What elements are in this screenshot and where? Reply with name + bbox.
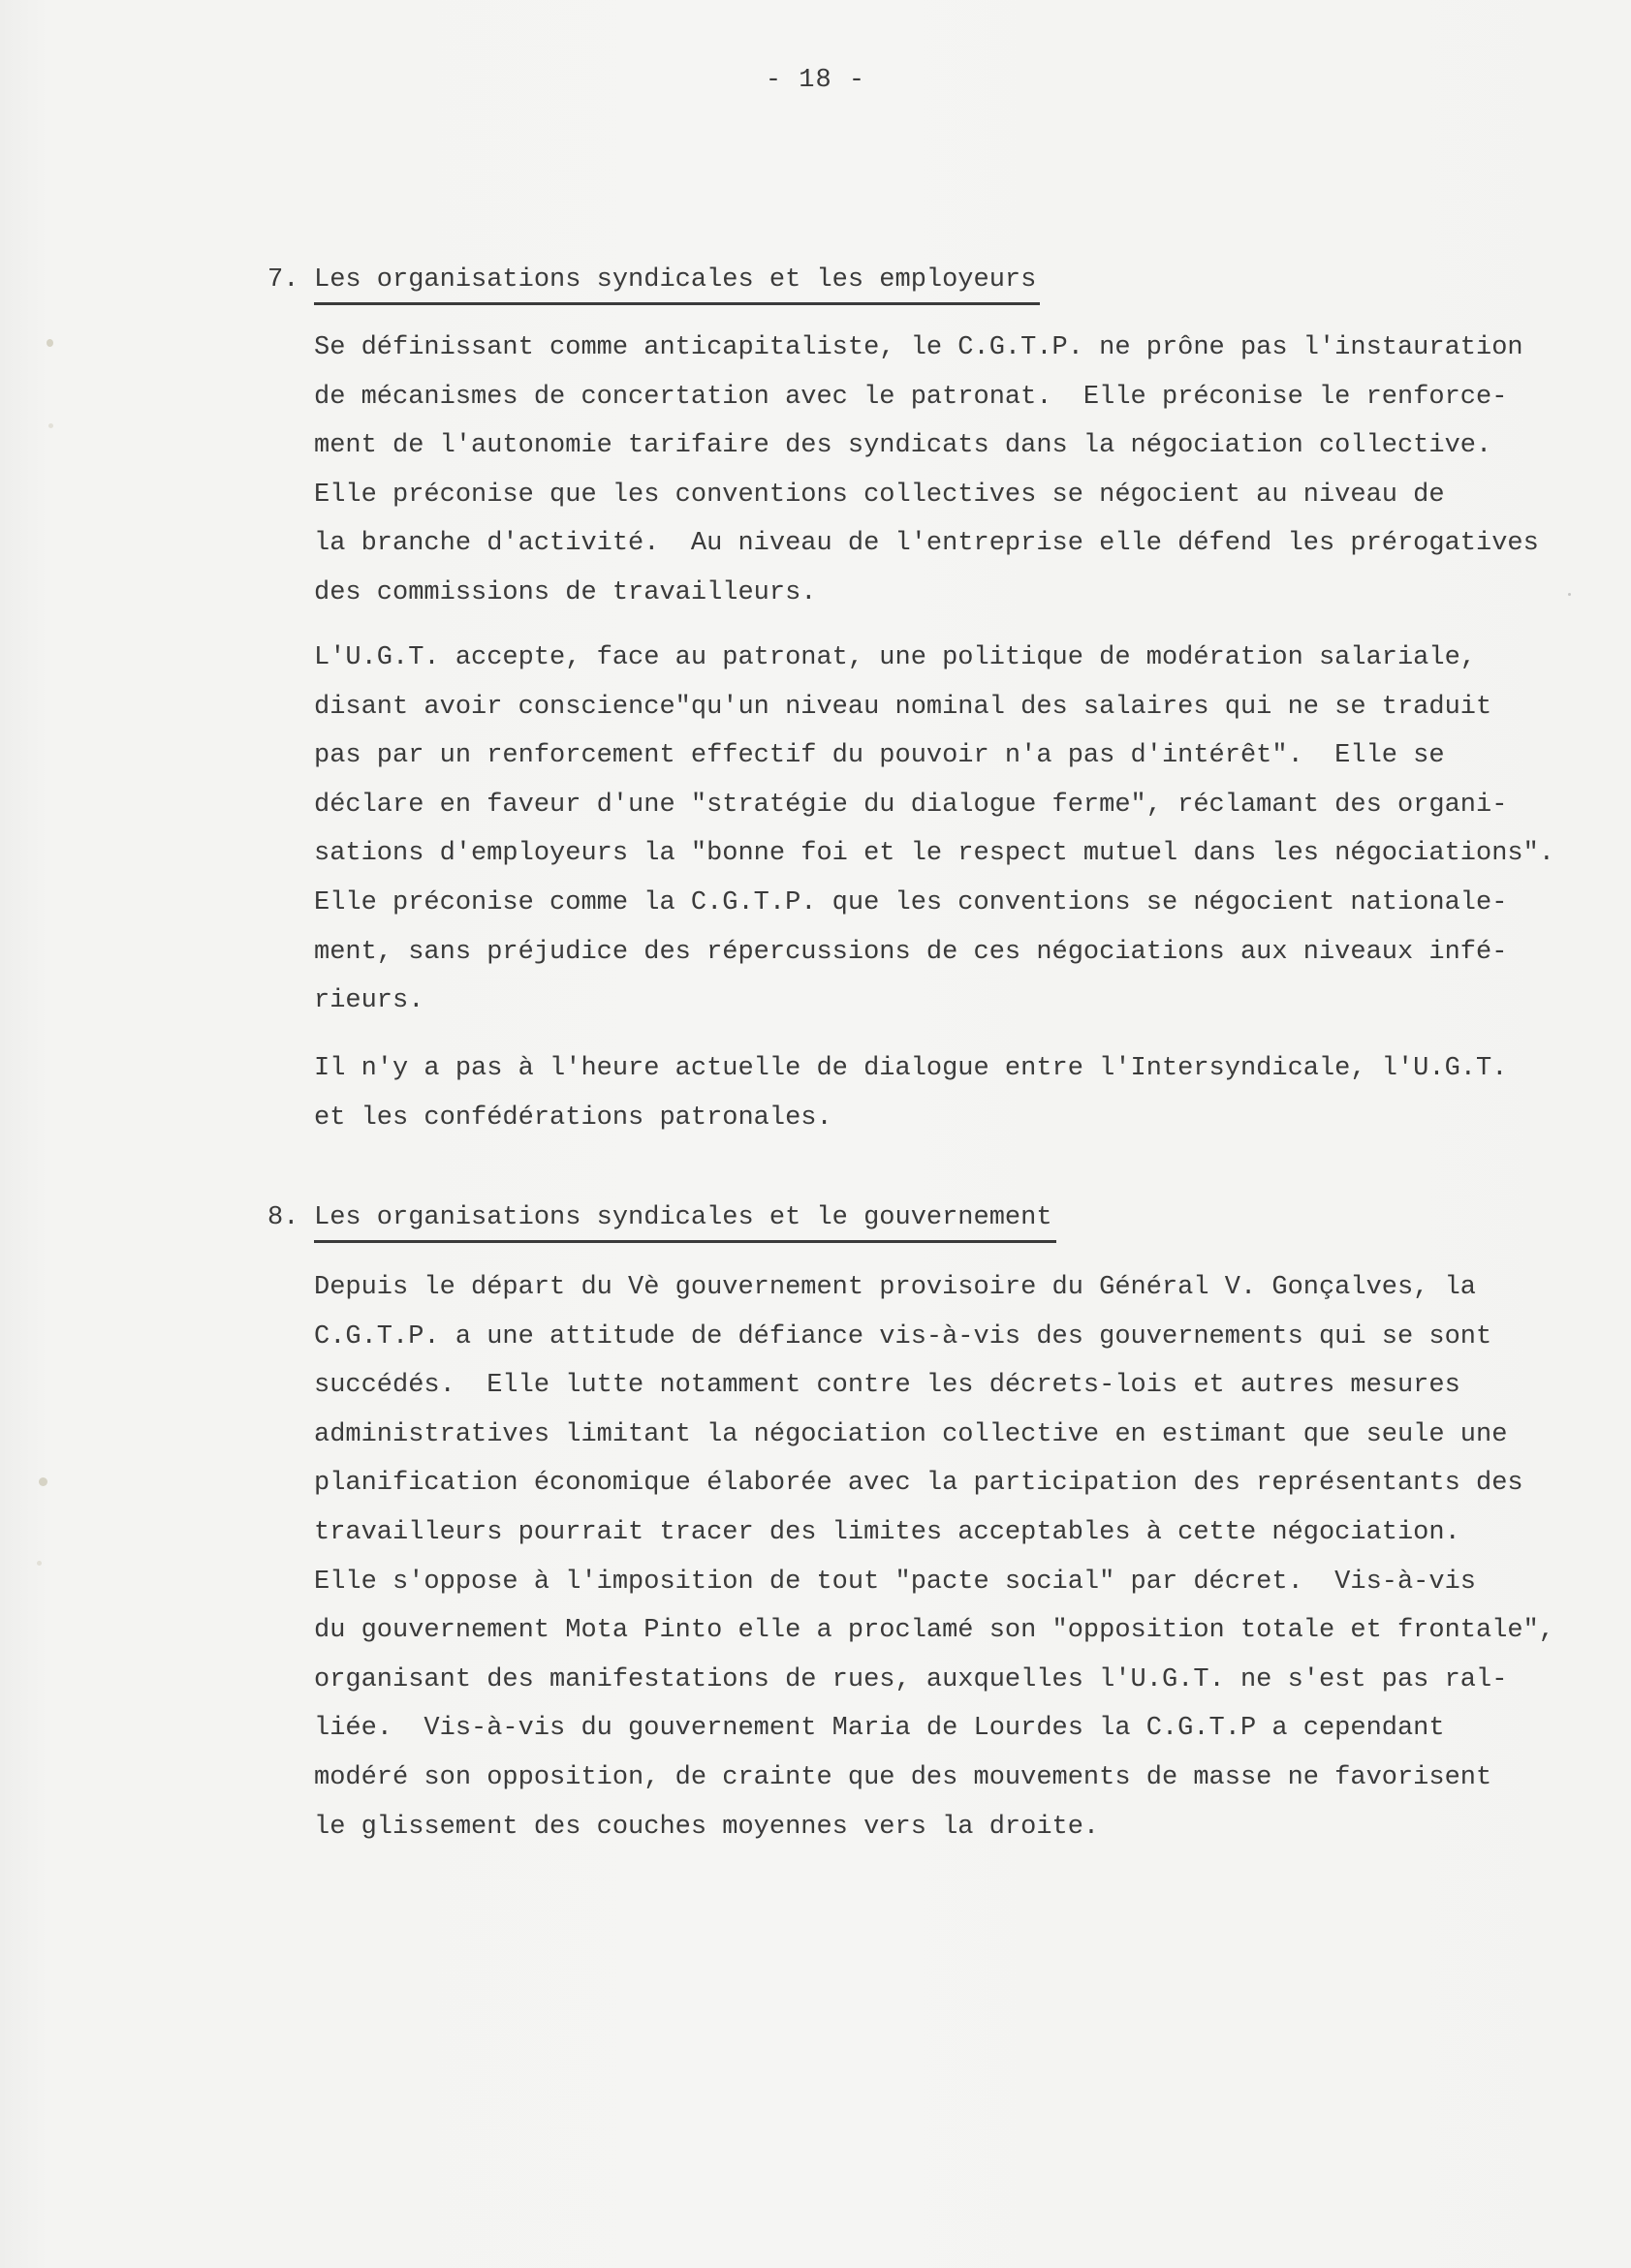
text-line: rieurs. <box>314 986 424 1016</box>
section-title: Les organisations syndicales et les employeurs <box>314 264 1040 305</box>
scan-speck <box>37 1561 42 1566</box>
text-line: déclare en faveur d'une "stratégie du dialogue ferme", réclamant des organi- <box>314 790 1508 820</box>
text-line: de mécanismes de concertation avec le patronat. Elle préconise le renforce- <box>314 382 1508 412</box>
section-heading-7 <box>267 264 1040 305</box>
scan-speck <box>48 423 53 428</box>
text-line: Elle préconise que les conventions collectives se négocient au niveau de <box>314 480 1445 510</box>
text-line: Depuis le départ du Vè gouvernement provisoire du Général V. Gonçalves, la <box>314 1273 1476 1302</box>
text-line: organisant des manifestations de rues, auxquelles l'U.G.T. ne s'est pas ral- <box>314 1664 1508 1694</box>
section-number: 8. <box>267 1203 299 1232</box>
paragraph-7-1 <box>314 324 1593 618</box>
text-line: succédés. Elle lutte notamment contre les décrets-lois et autres mesures <box>314 1371 1460 1401</box>
text-line: la branche d'activité. Au niveau de l'entreprise elle défend les prérogatives <box>314 529 1539 559</box>
paragraph-8-1 <box>314 1263 1593 1851</box>
page-number: - 18 - <box>765 66 866 95</box>
text-line: et les confédérations patronales. <box>314 1103 832 1133</box>
section-heading-8 <box>267 1201 1056 1243</box>
text-line: disant avoir conscience"qu'un niveau nominal des salaires qui ne se traduit <box>314 692 1492 722</box>
text-line: du gouvernement Mota Pinto elle a proclamé son "opposition totale et frontale", <box>314 1616 1555 1646</box>
text-line: travailleurs pourrait tracer des limites acceptables à cette négociation. <box>314 1517 1460 1547</box>
paragraph-7-2 <box>314 634 1593 1026</box>
text-line: planification économique élaborée avec la participation des représentants des <box>314 1469 1523 1499</box>
text-line: ment, sans préjudice des répercussions de ces négociations aux niveaux infé- <box>314 937 1508 967</box>
text-line: Elle s'oppose à l'imposition de tout "pacte social" par décret. Vis-à-vis <box>314 1567 1476 1597</box>
text-line: ment de l'autonomie tarifaire des syndicats dans la négociation collective. <box>314 431 1492 461</box>
text-line: le glissement des couches moyennes vers la droite. <box>314 1812 1100 1842</box>
section-number: 7. <box>267 265 299 295</box>
text-line: sations d'employeurs la "bonne foi et le respect mutuel dans les négociations". <box>314 839 1555 869</box>
text-line: liée. Vis-à-vis du gouvernement Maria de Lourdes la C.G.T.P a cependant <box>314 1714 1445 1744</box>
paragraph-7-3 <box>314 1044 1593 1142</box>
text-line: pas par un renforcement effectif du pouvoir n'a pas d'intérêt". Elle se <box>314 741 1445 771</box>
text-line: Elle préconise comme la C.G.T.P. que les conventions se négocient nationale- <box>314 887 1508 917</box>
scan-speck <box>47 339 53 347</box>
text-line: C.G.T.P. a une attitude de défiance vis-à-vis des gouvernements qui se sont <box>314 1321 1492 1351</box>
scan-speck <box>39 1477 47 1486</box>
text-line: Se définissant comme anticapitaliste, le C.G.T.P. ne prône pas l'instauration <box>314 333 1523 362</box>
text-line: des commissions de travailleurs. <box>314 577 817 607</box>
text-line: administratives limitant la négociation collective en estimant que seule une <box>314 1419 1508 1449</box>
text-line: Il n'y a pas à l'heure actuelle de dialogue entre l'Intersyndicale, l'U.G.T. <box>314 1054 1508 1083</box>
text-line: modéré son opposition, de crainte que des mouvements de masse ne favorisent <box>314 1762 1492 1792</box>
scan-speck <box>1568 593 1571 596</box>
text-line: L'U.G.T. accepte, face au patronat, une politique de modération salariale, <box>314 643 1476 672</box>
section-title: Les organisations syndicales et le gouvernement <box>314 1201 1056 1243</box>
